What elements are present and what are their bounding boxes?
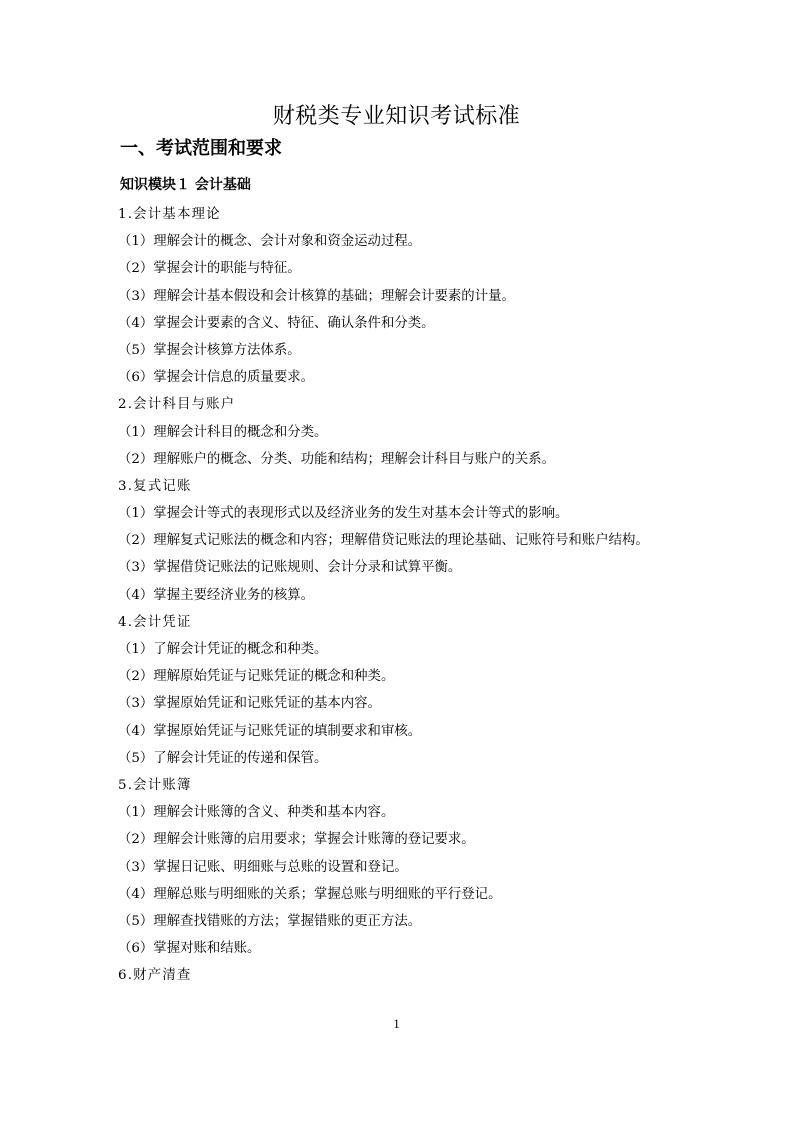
requirement-item: （2）理解账户的概念、分类、功能和结构；理解会计科目与账户的关系。 <box>118 451 556 467</box>
topic-heading: 3.复式记账 <box>118 478 192 494</box>
requirement-item: （1）理解会计科目的概念和分类。 <box>118 424 328 440</box>
requirement-item: （4）掌握主要经济业务的核算。 <box>118 587 314 603</box>
requirement-item: （1）理解会计的概念、会计对象和资金运动过程。 <box>118 234 422 250</box>
topic-heading: 4.会计凭证 <box>118 614 192 630</box>
topic-heading: 6.财产清查 <box>118 968 192 984</box>
requirement-item: （3）掌握原始凭证和记账凭证的基本内容。 <box>118 696 381 712</box>
section-heading: 一、考试范围和要求 <box>120 138 282 159</box>
topic-heading: 1.会计基本理论 <box>118 207 221 222</box>
requirement-item: （1）掌握会计等式的表现形式以及经济业务的发生对基本会计等式的影响。 <box>118 506 569 522</box>
page-number: 1 <box>393 1016 400 1031</box>
requirement-item: （2）掌握会计的职能与特征。 <box>118 261 301 277</box>
topic-heading: 2.会计科目与账户 <box>118 397 236 413</box>
requirement-item: （2）理解复式记账法的概念和内容；理解借贷记账法的理论基础、记账符号和账户结构。 <box>118 533 649 549</box>
requirement-item: （4）掌握会计要素的含义、特征、确认条件和分类。 <box>118 315 435 331</box>
requirement-item: （6）掌握对账和结账。 <box>118 941 261 957</box>
requirement-item: （4）理解总账与明细账的关系；掌握总账与明细账的平行登记。 <box>118 886 502 902</box>
module-heading: 知识模块１ 会计基础 <box>120 177 251 193</box>
content-list <box>118 201 698 989</box>
requirement-item: （1）理解会计账簿的含义、种类和基本内容。 <box>118 805 395 821</box>
requirement-item: （1）了解会计凭证的概念和种类。 <box>118 642 328 657</box>
requirement-item: （3）掌握日记账、明细账与总账的设置和登记。 <box>118 859 408 875</box>
requirement-item: （2）理解会计账簿的启用要求；掌握会计账簿的登记要求。 <box>118 832 475 848</box>
document-title: 财税类专业知识考试标准 <box>272 104 521 129</box>
requirement-item: （3）理解会计基本假设和会计核算的基础；理解会计要素的计量。 <box>118 288 515 304</box>
topic-heading: 5.会计账簿 <box>118 777 192 793</box>
requirement-item: （6）掌握会计信息的质量要求。 <box>118 370 314 386</box>
requirement-item: （5）理解查找错账的方法；掌握错账的更正方法。 <box>118 913 422 929</box>
requirement-item: （5）了解会计凭证的传递和保管。 <box>118 750 328 766</box>
requirement-item: （2）理解原始凭证与记账凭证的概念和种类。 <box>118 669 395 685</box>
requirement-item: （5）掌握会计核算方法体系。 <box>118 342 301 358</box>
requirement-item: （4）掌握原始凭证与记账凭证的填制要求和审核。 <box>118 723 422 739</box>
requirement-item: （3）掌握借贷记账法的记账规则、会计分录和试算平衡。 <box>118 560 462 576</box>
